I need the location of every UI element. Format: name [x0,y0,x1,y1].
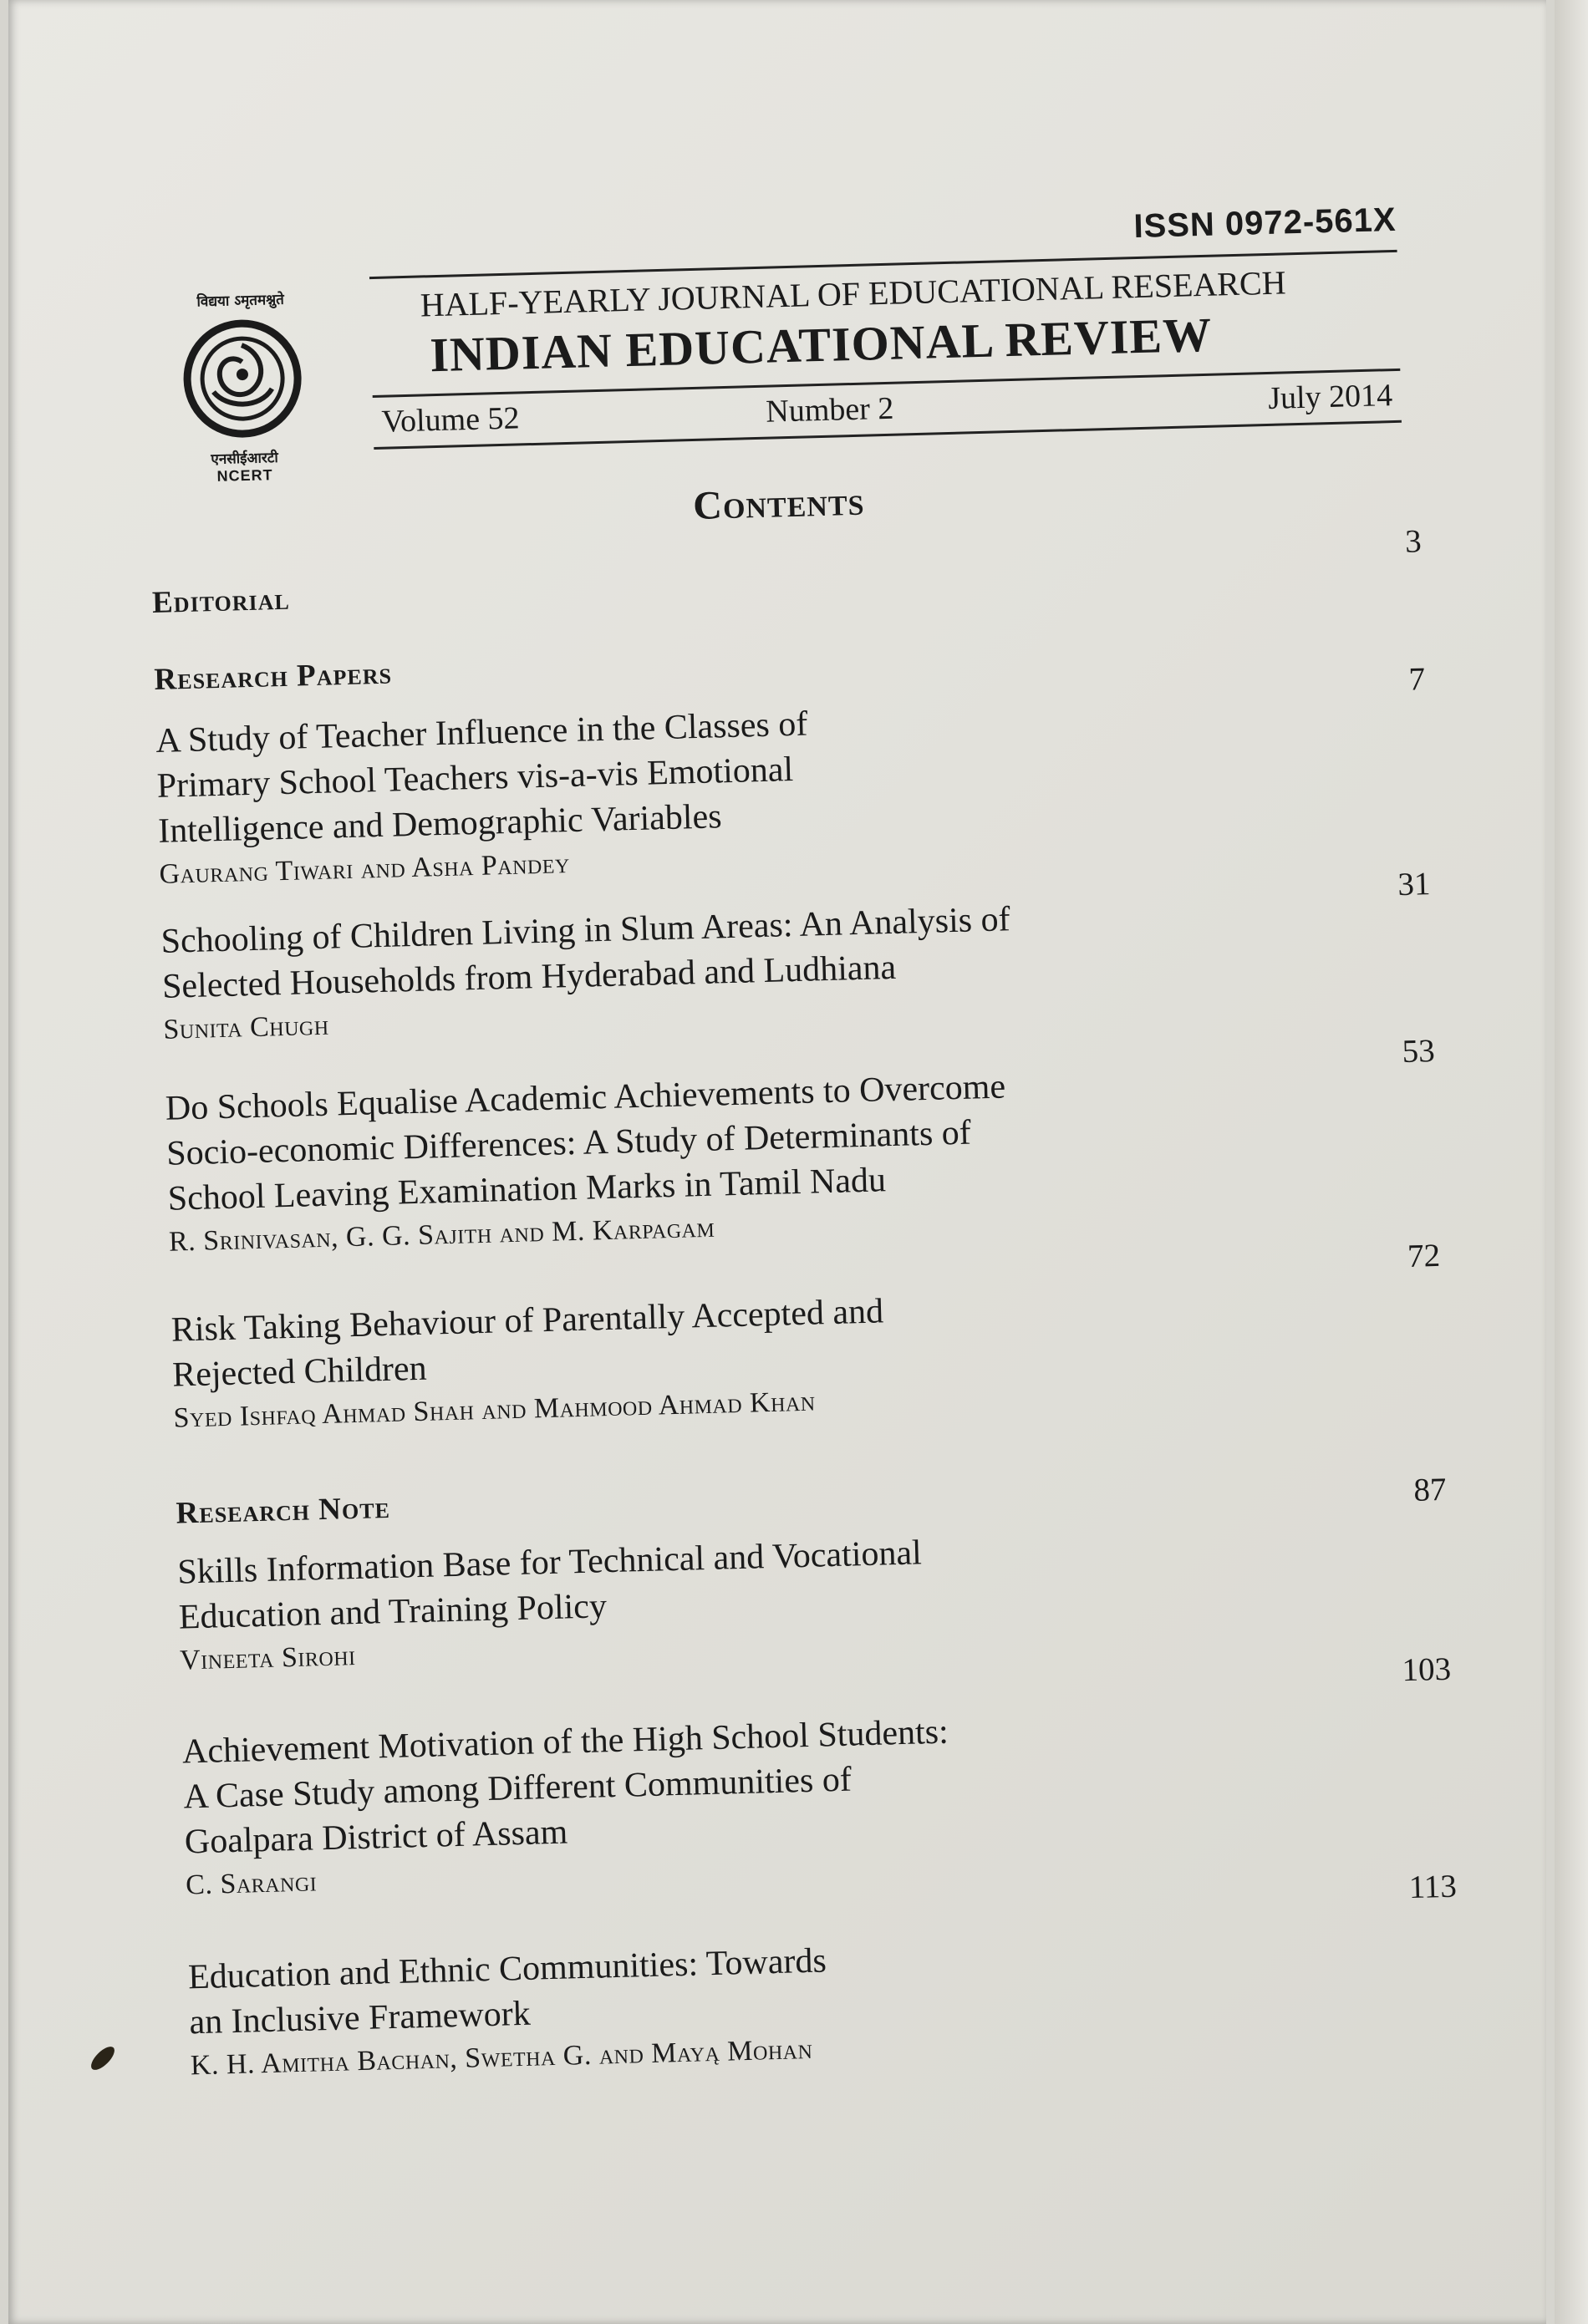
page-number: 53 [1402,1033,1436,1070]
issue-number: Number 2 [765,390,894,430]
article-title: Do Schools Equalise Academic Achievements to Overcome Socio-economic Differences: A Study of Determinants of School Leaving Examination Marks in Tamil Nadu [165,1067,1006,1218]
section-research-papers: Research Papers [153,656,393,697]
ncert-emblem-icon [178,314,307,443]
logo-hindi-name: एनसीईआरटी [211,450,279,469]
journal-title: INDIAN EDUCATIONAL REVIEW [429,307,1213,383]
page-number: 7 [1407,661,1426,698]
page-content [142,192,1479,2173]
volume: Volume 52 [380,400,521,440]
contents-entry [171,1279,1260,1435]
page-number: 72 [1407,1237,1441,1274]
article-title: Schooling of Children Living in Slum Areas: An Analysis of Selected Households from Hyderabad and Ludhiana [160,900,1011,1006]
article-authors: R. Srinivasan, G. G. Sajith and M. Karpagam [168,1212,715,1258]
insect-speck [88,2043,119,2074]
article-authors: Gaurang Tiwari and Asha Pandey [159,848,571,890]
journal-subtitle: HALF-YEARLY JOURNAL OF EDUCATIONAL RESEARCH [420,263,1287,324]
background-surface [1555,0,1588,2324]
article-title: A Study of Teacher Influence in the Classes of Primary School Teachers vis-a-vis Emotional Intelligence and Demographic Variables [155,704,808,851]
article-title: Skills Information Base for Technical and Vocational Education and Training Policy [176,1533,923,1637]
section-editorial: Editorial [151,582,291,620]
logo-english-name: NCERT [216,466,273,485]
contents-entry [177,1522,1267,1677]
article-authors: K. H. Amitha Bachan, Swetha G. and Mayą Mohan [190,2033,813,2082]
ncert-logo [169,288,316,486]
contents-entry [160,891,1250,1046]
contents-heading: Contents [692,479,866,529]
article-authors: Syed Ishfaq Ahmad Shah and Mahmood Ahmad Khan [173,1386,817,1434]
page-number: 3 [1404,523,1423,560]
article-title: Education and Ethnic Communities: Towards an Inclusive Framework [187,1941,827,2042]
section-research-note: Research Note [176,1490,391,1531]
page-number: 31 [1397,866,1431,903]
issue-date: July 2014 [1267,378,1393,416]
page-number: 113 [1408,1868,1458,1906]
article-authors: C. Sarangi [185,1866,318,1901]
logo-motto: विद्यया ऽमृतमश्नुते [196,291,285,311]
article-authors: Vineeta Sirohi [179,1640,356,1676]
issue-info [373,377,1401,440]
article-title: Risk Taking Behaviour of Parentally Accepted and Rejected Children [171,1292,884,1395]
contents-entry [181,1701,1272,1902]
article-title: Achievement Motivation of the High School Students: A Case Study among Different Communities of Goalpara District of Assam [181,1712,949,1862]
page-number: 87 [1412,1471,1447,1508]
article-authors: Sunita Chugh [162,1009,330,1045]
page-number: 103 [1401,1650,1452,1689]
contents-entry [155,690,1246,891]
contents-entry [165,1058,1255,1259]
journal-page [8,0,1546,2324]
contents-entry [187,1926,1277,2082]
issn: ISSN 0972-561X [1132,201,1397,246]
